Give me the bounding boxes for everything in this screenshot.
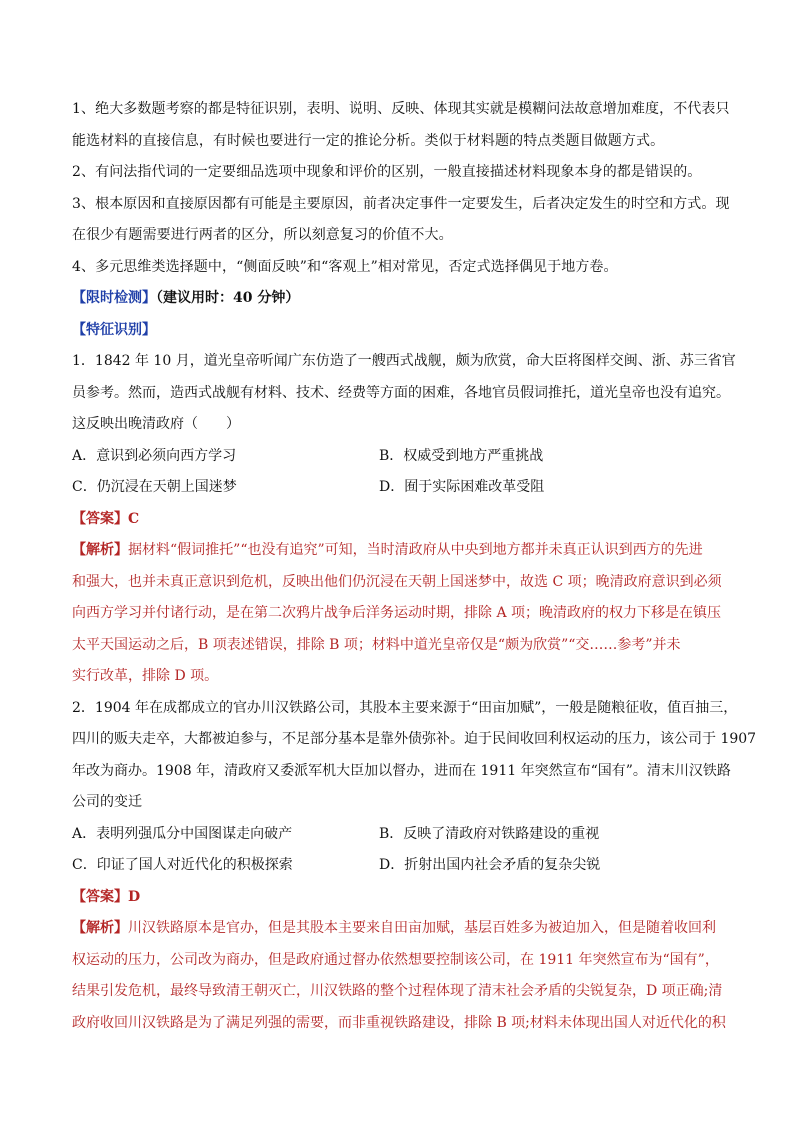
question-stem-line: 这反映出晚清政府（ ） [72,416,240,432]
tip-line: 在很少有题需要进行两者的区分，所以刻意复习的价值不大。 [72,227,453,243]
analysis-text: 政府收回川汉铁路是为了满足列强的需要，而非重视铁路建设，排除 B 项;材料未体现出国人对近代化的积 [72,1014,726,1031]
option-b: B．反映了清政府对铁路建设的重视 [379,825,600,842]
question-stem-line: 四川的贩夫走卒，大都被迫参与，不足部分基本是靠外债弥补。迫于民间收回利权运动的压力，该公司于 1907 [72,731,757,747]
option-a: A．表明列强瓜分中国图谋走向破产 [72,825,293,842]
answer-line [72,504,724,536]
analysis-line [72,913,724,945]
analysis-text: 权运动的压力，公司改为商办，但是政府通过督办依然想要控制该公司，在 1911 年突然宣布为“国有”， [72,951,719,968]
option-row [72,472,724,504]
option-c: C．印证了国人对近代化的积极探索 [72,857,293,873]
question-stem-line: 年改为商办。1908 年，清政府又委派军机大臣加以督办，进而在 1911 年突然宣布“国有”。清末川汉铁路 [72,762,731,779]
analysis-text: 川汉铁路原本是官办，但是其股本主要来自田亩加赋，基层百姓多为被迫加入，但是随着收回利 [128,920,716,936]
question-stem-line: 2．1904 年在成都成立的官办川汉铁路公司，其股本主要来源于“田亩加赋”，一般是随粮征收，值百抽三， [72,699,738,716]
section-heading [72,283,724,315]
answer-value: D [128,888,141,905]
section-subheading: 【特征识别】 [72,321,156,338]
option-row [72,850,724,882]
tip-line: 3、根本原因和直接原因都有可能是主要原因，前者决定事件一定要发生，后者决定发生的时空和方式。现 [72,195,730,212]
question-stem-line: 公司的变迁 [72,794,142,810]
section-heading-time: （建议用时：40 分钟） [156,290,300,306]
answer-value: C [128,510,140,527]
option-row [72,441,724,473]
analysis-label: 【解析】 [72,920,128,936]
option-b: B．权威受到地方严重挑战 [379,447,544,464]
exam-tips [72,94,730,283]
tip-line: 1、绝大多数题考察的都是特征识别，表明、说明、反映、体现其实就是模糊问法故意增加难度，不代表只 [72,101,730,117]
question-1 [72,346,736,693]
question-stem-line: 1．1842 年 10 月，道光皇帝听闻广东仿造了一艘西式战舰，颇为欣赏，命大臣将图样交闽、浙、苏三省官 [72,353,736,369]
analysis-text: 向西方学习并付诸行动，是在第二次鸦片战争后洋务运动时期，排除 A 项；晚清政府的权力下移是在镇压 [72,605,722,621]
analysis-text: 实行改革，排除 D 项。 [72,668,219,684]
question-stem-line: 员参考。然而，造西式战舰有材料、技术、经费等方面的困难，各地官员假词推托，道光皇帝也没有追究。 [72,384,730,401]
analysis-text: 和强大，也并未真正意识到危机，反映出他们仍沉浸在天朝上国迷梦中，故选 C 项；晚清政府意识到必须 [72,573,722,590]
option-d: D．折射出国内社会矛盾的复杂尖锐 [379,857,601,873]
tip-line: 4、多元思维类选择题中，“侧面反映”和“客观上”相对常见，否定式选择偶见于地方卷。 [72,258,618,275]
analysis-text: 结果引发危机，最终导致清王朝灭亡，川汉铁路的整个过程体现了清末社会矛盾的尖锐复杂，D 项正确;清 [72,983,723,999]
option-a: A．意识到必须向西方学习 [72,447,237,464]
analysis-text: 太平天国运动之后，B 项表述错误，排除 B 项；材料中道光皇帝仅是“颇为欣赏”“交……参考”并未 [72,636,681,653]
section-heading-label: 【限时检测】 [72,290,156,306]
option-d: D．囿于实际困难改革受阻 [379,479,545,495]
tip-line: 能选材料的直接信息，有时候也要进行一定的推论分析。类似于材料题的特点类题目做题方式。 [72,132,665,149]
tip-line: 2、有问法指代词的一定要细品选项中现象和评价的区别，一般直接描述材料现象本身的都是错误的。 [72,164,702,180]
answer-label: 【答案】 [72,888,128,905]
answer-line [72,882,724,914]
document-page [72,94,757,1039]
answer-label: 【答案】 [72,510,128,527]
analysis-label: 【解析】 [72,542,128,558]
option-c: C．仍沉浸在天朝上国迷梦 [72,479,237,495]
analysis-line [72,535,724,567]
analysis-text: 据材料“假词推托”“也没有追究”可知，当时清政府从中央到地方都并未真正认识到西方的先进 [128,542,703,558]
option-row [72,819,724,851]
question-2 [72,693,757,1040]
